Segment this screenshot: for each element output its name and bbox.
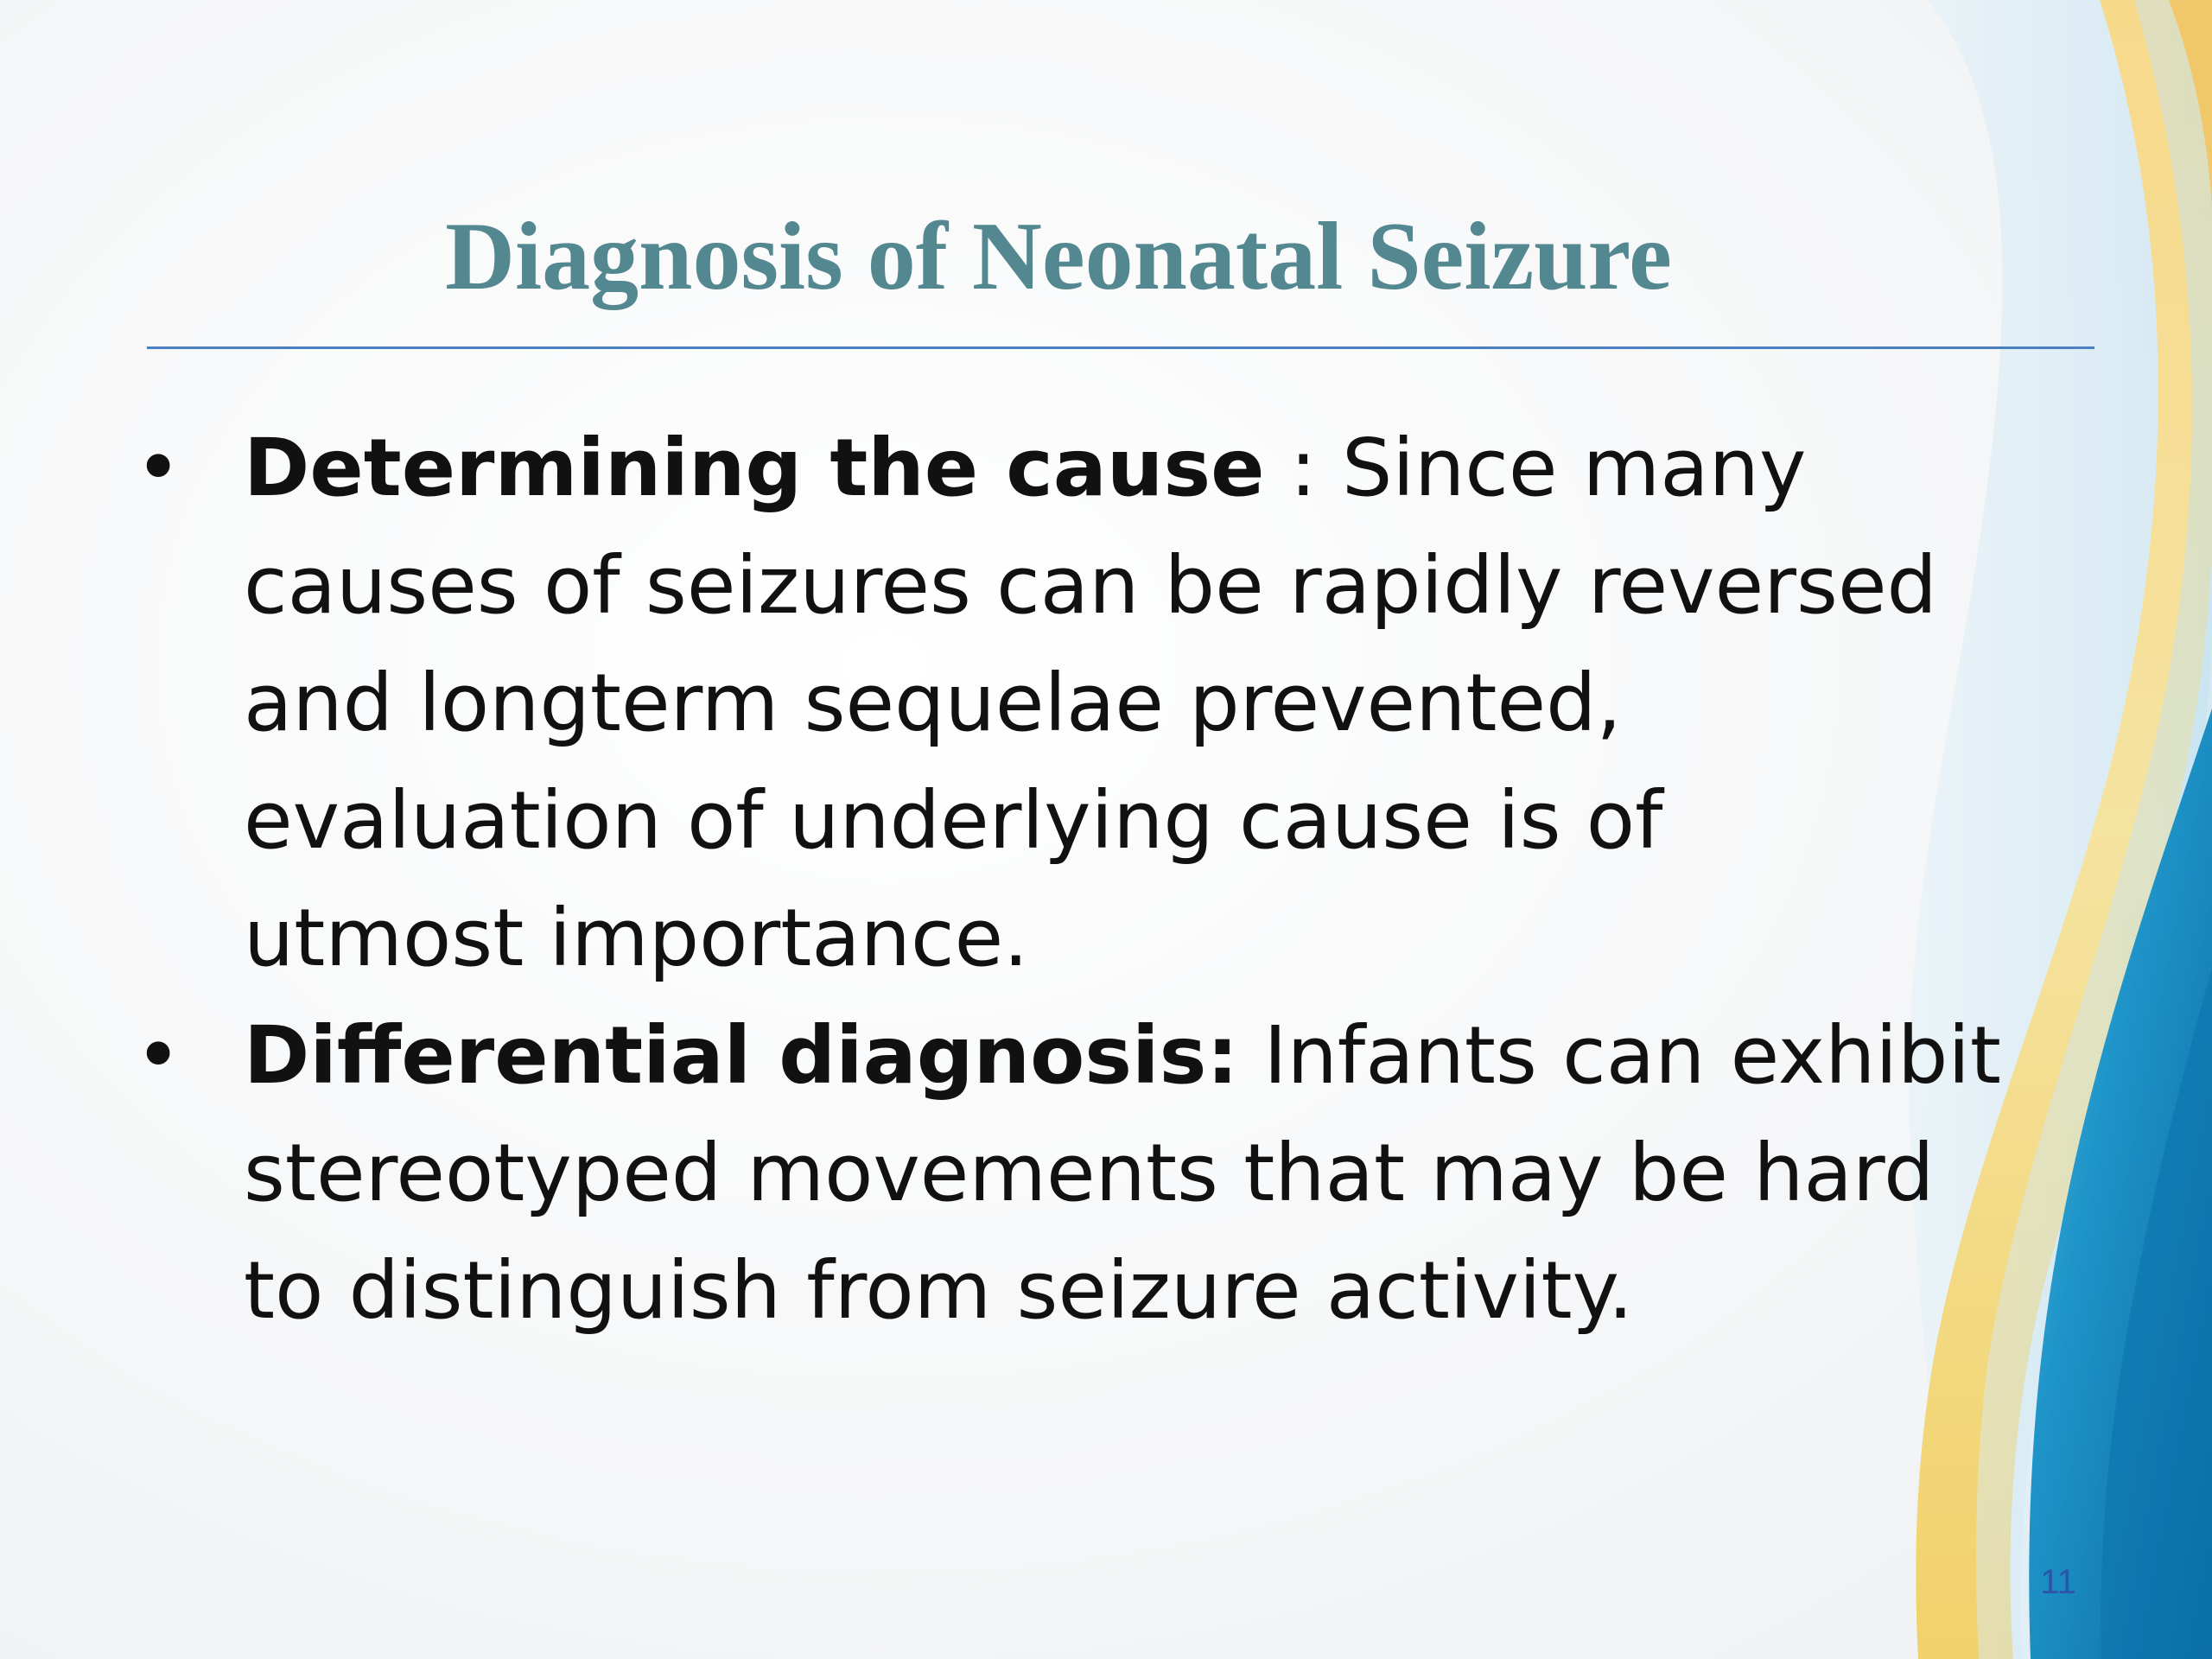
bullet-text-line: stereotyped movements that may be hard bbox=[244, 1127, 1935, 1219]
bullet-text-line: causes of seizures can be rapidly reversed bbox=[244, 539, 1937, 632]
bullet-term: Determining the cause bbox=[244, 422, 1265, 514]
bullet-text-line: and longterm sequelae prevented, bbox=[244, 657, 1622, 749]
bullet-text: : Since many bbox=[1264, 422, 1807, 514]
bullet-term: Differential diagnosis: bbox=[244, 1009, 1239, 1102]
bullet-text-line: utmost importance. bbox=[244, 892, 1029, 984]
bullet-item-differential-diagnosis bbox=[130, 997, 2001, 1350]
bullet-first-line bbox=[244, 997, 2001, 1115]
bullet-first-line bbox=[244, 410, 1944, 527]
bullet-text: Infants can exhibit bbox=[1238, 1009, 2001, 1102]
slide-title: Diagnosis of Neonatal Seizure bbox=[445, 203, 1672, 310]
bullet-text-line: evaluation of underlying cause is of bbox=[244, 774, 1663, 867]
title-divider bbox=[147, 346, 2094, 349]
bullet-item-determining-cause bbox=[130, 410, 1944, 997]
bullet-text-line: to distinguish from seizure activity. bbox=[244, 1244, 1634, 1337]
slide-number: 11 bbox=[2040, 1563, 2076, 1601]
bullet-list bbox=[130, 410, 2001, 1350]
